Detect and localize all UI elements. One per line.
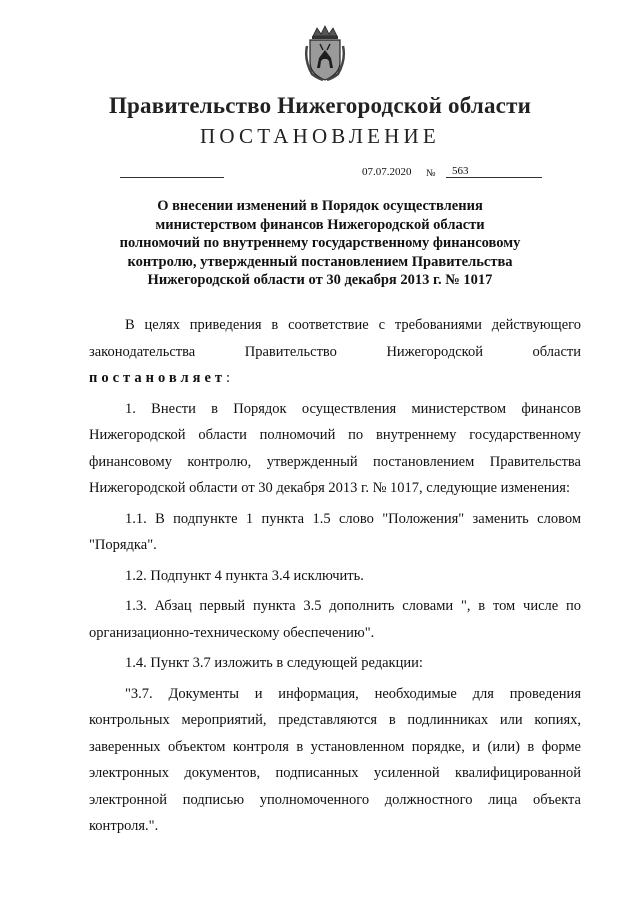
organization-name: Правительство Нижегородской области [108, 93, 532, 118]
document-type: ПОСТАНОВЛЕНИЕ [200, 124, 440, 148]
document-number: 563 [452, 165, 469, 177]
number-underline [446, 177, 542, 178]
clause-1-2: 1.2. Подпункт 4 пункта 3.4 исключить. [125, 567, 364, 584]
coat-of-arms-icon [303, 24, 347, 82]
title-line: министерством финансов Нижегородской области [155, 216, 485, 233]
resolves-word: постановляет [89, 370, 227, 386]
title-line: Нижегородской области от 30 декабря 2013 г. № 1017 [147, 272, 493, 289]
clause-1-3: 1.3. Абзац первый пункта 3.5 дополнить словами ", в том числе по организационно-техническому обеспечению". [89, 598, 581, 641]
title-line: О внесении изменений в Порядок осуществления [157, 198, 483, 214]
document-body [89, 312, 581, 840]
resolves-colon: : [226, 370, 231, 386]
clause-1-1: 1.1. В подпункте 1 пункта 1.5 слово "Положения" заменить словом "Порядка". [89, 510, 581, 553]
clause-1-4: 1.4. Пункт 3.7 изложить в следующей редакции: [125, 655, 423, 671]
clause-3-7-text: "3.7. Документы и информация, необходимые для проведения контрольных мероприятий, представляются в подлинниках или копиях, заверенных объектом контроля в установленном порядке, и (или) в форме электронных документов, подписанных усиленной квалифицированной электронной подписью уполномоченного должностного лица объекта контроля.". [89, 685, 581, 834]
document-date: 07.07.2020 [362, 166, 412, 178]
intro-paragraph: В целях приведения в соответствие с требованиями действующего законодательства Правительство Нижегородской области [89, 317, 581, 360]
blank-signature-line [120, 177, 224, 178]
title-line: полномочий по внутреннему государственному финансовому [119, 235, 521, 252]
document-title [70, 197, 570, 290]
title-line: контролю, утвержденный постановлением Правительства [127, 253, 513, 270]
resolves-paragraph [89, 365, 581, 392]
clause-1: 1. Внести в Порядок осуществления министерством финансов Нижегородской области полномочий по внутреннему государственному финансовому контролю, утвержденный постановлением Правительства Нижегородской области от 30 декабря 2013 г. № 1017, следующие изменения: [89, 400, 581, 496]
number-sign: № [426, 168, 436, 179]
